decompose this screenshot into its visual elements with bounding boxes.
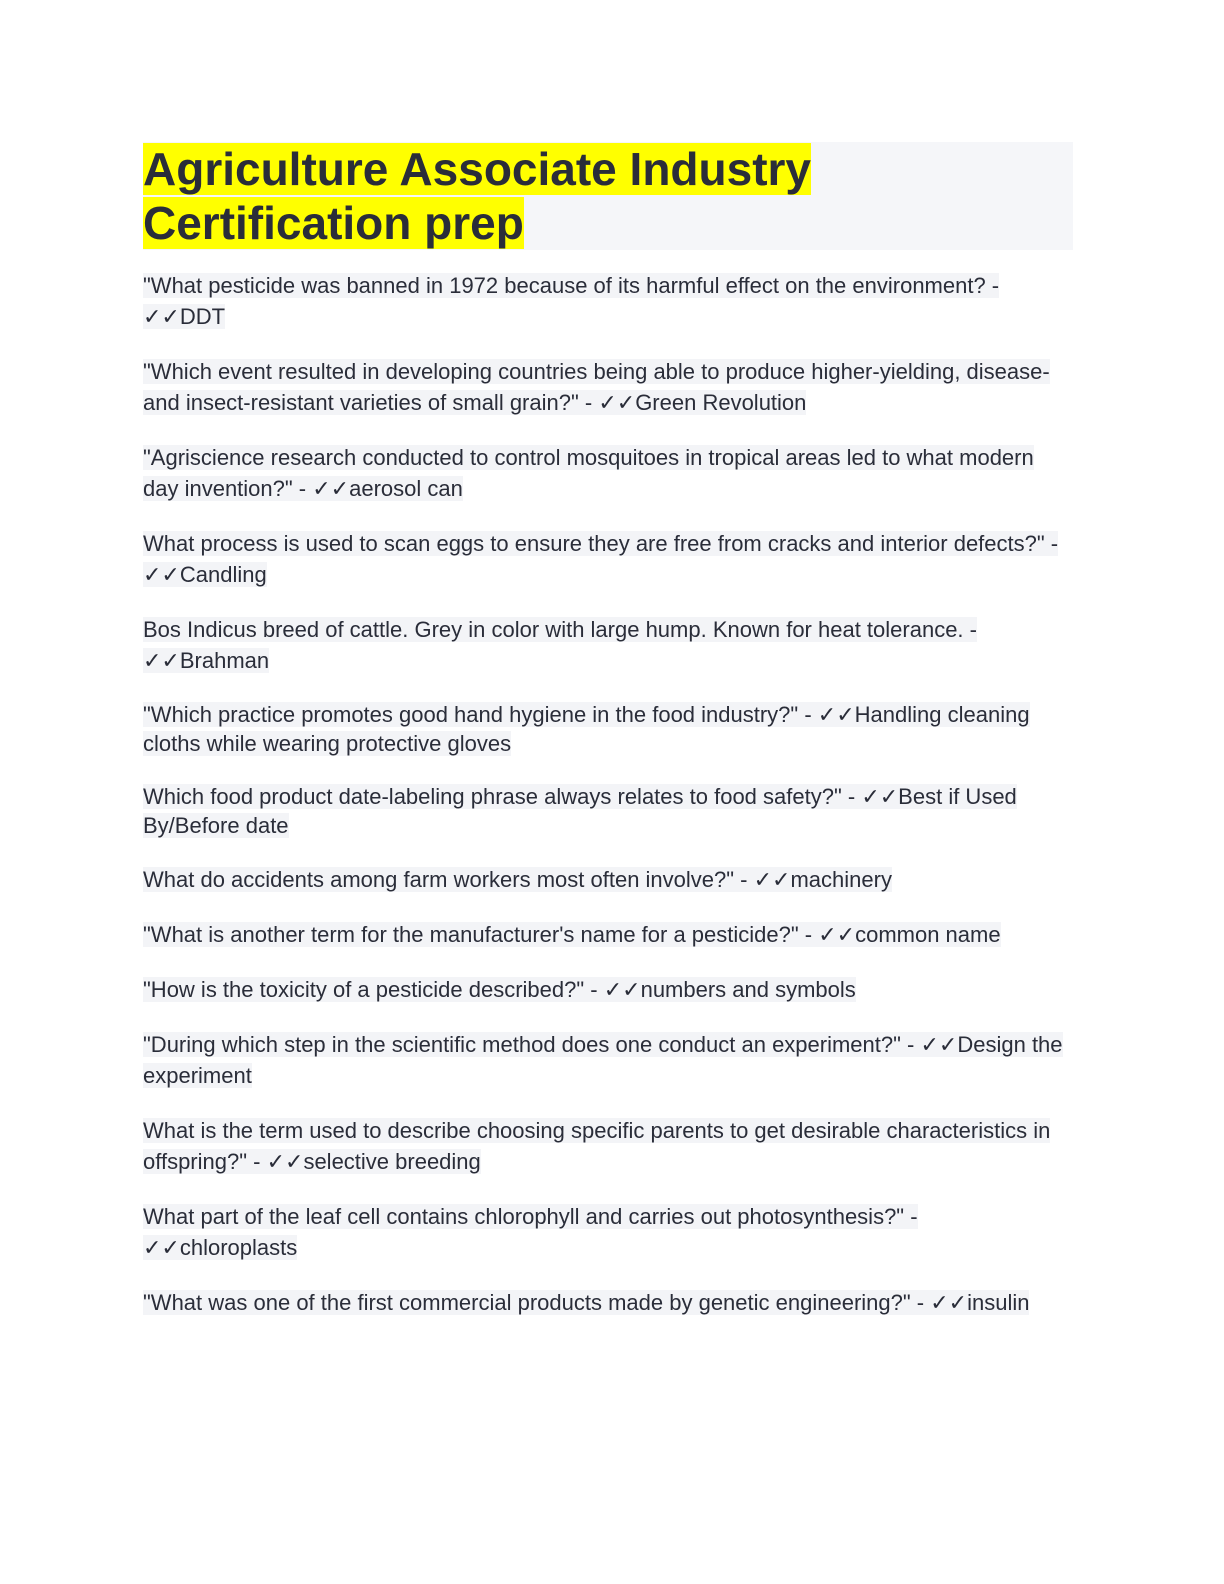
qa-text: "What pesticide was banned in 1972 because of its harmful effect on the environment? - ✓✓DDT [143,273,1000,329]
qa-text: "What was one of the first commercial products made by genetic engineering?" - ✓✓insulin [143,1290,1030,1315]
qa-item [143,864,1073,895]
qa-item [143,974,1073,1005]
qa-text: "Which practice promotes good hand hygiene in the food industry?" - ✓✓Handling cleaning cloths while wearing protective gloves [143,702,1030,756]
qa-item [143,614,1073,676]
qa-item [143,1287,1073,1318]
qa-text: What part of the leaf cell contains chlorophyll and carries out photosynthesis?" - ✓✓chloroplasts [143,1204,918,1260]
qa-text: "During which step in the scientific method does one conduct an experiment?" - ✓✓Design the experiment [143,1032,1063,1088]
document-page [143,142,1073,1342]
qa-item [143,442,1073,504]
qa-item [143,528,1073,590]
qa-text: "What is another term for the manufacturer's name for a pesticide?" - ✓✓common name [143,922,1001,947]
title-block [143,142,1073,250]
qa-item [143,270,1073,332]
qa-text: "Agriscience research conducted to control mosquitoes in tropical areas led to what modern day invention?" - ✓✓aerosol can [143,445,1034,501]
qa-item [143,700,1073,758]
qa-item [143,1201,1073,1263]
qa-text: What do accidents among farm workers most often involve?" - ✓✓machinery [143,867,892,892]
qa-text: What process is used to scan eggs to ensure they are free from cracks and interior defects?" - ✓✓Candling [143,531,1059,587]
qa-item [143,1029,1073,1091]
qa-text: Which food product date-labeling phrase always relates to food safety?" - ✓✓Best if Used By/Before date [143,784,1017,838]
title-highlight: Agriculture Associate Industry Certification prep [143,143,812,249]
qa-item [143,782,1073,840]
qa-text: "Which event resulted in developing countries being able to produce higher-yielding, disease- and insect-resistant varieties of small grain?" - ✓✓Green Revolution [143,359,1050,415]
qa-item [143,919,1073,950]
qa-text: Bos Indicus breed of cattle. Grey in color with large hump. Known for heat tolerance. - ✓✓Brahman [143,617,977,673]
qa-text: "How is the toxicity of a pesticide described?" - ✓✓numbers and symbols [143,977,856,1002]
qa-item [143,356,1073,418]
qa-text: What is the term used to describe choosing specific parents to get desirable characteristics in offspring?" - ✓✓selective breeding [143,1118,1051,1174]
qa-item [143,1115,1073,1177]
document-title [143,142,1073,250]
